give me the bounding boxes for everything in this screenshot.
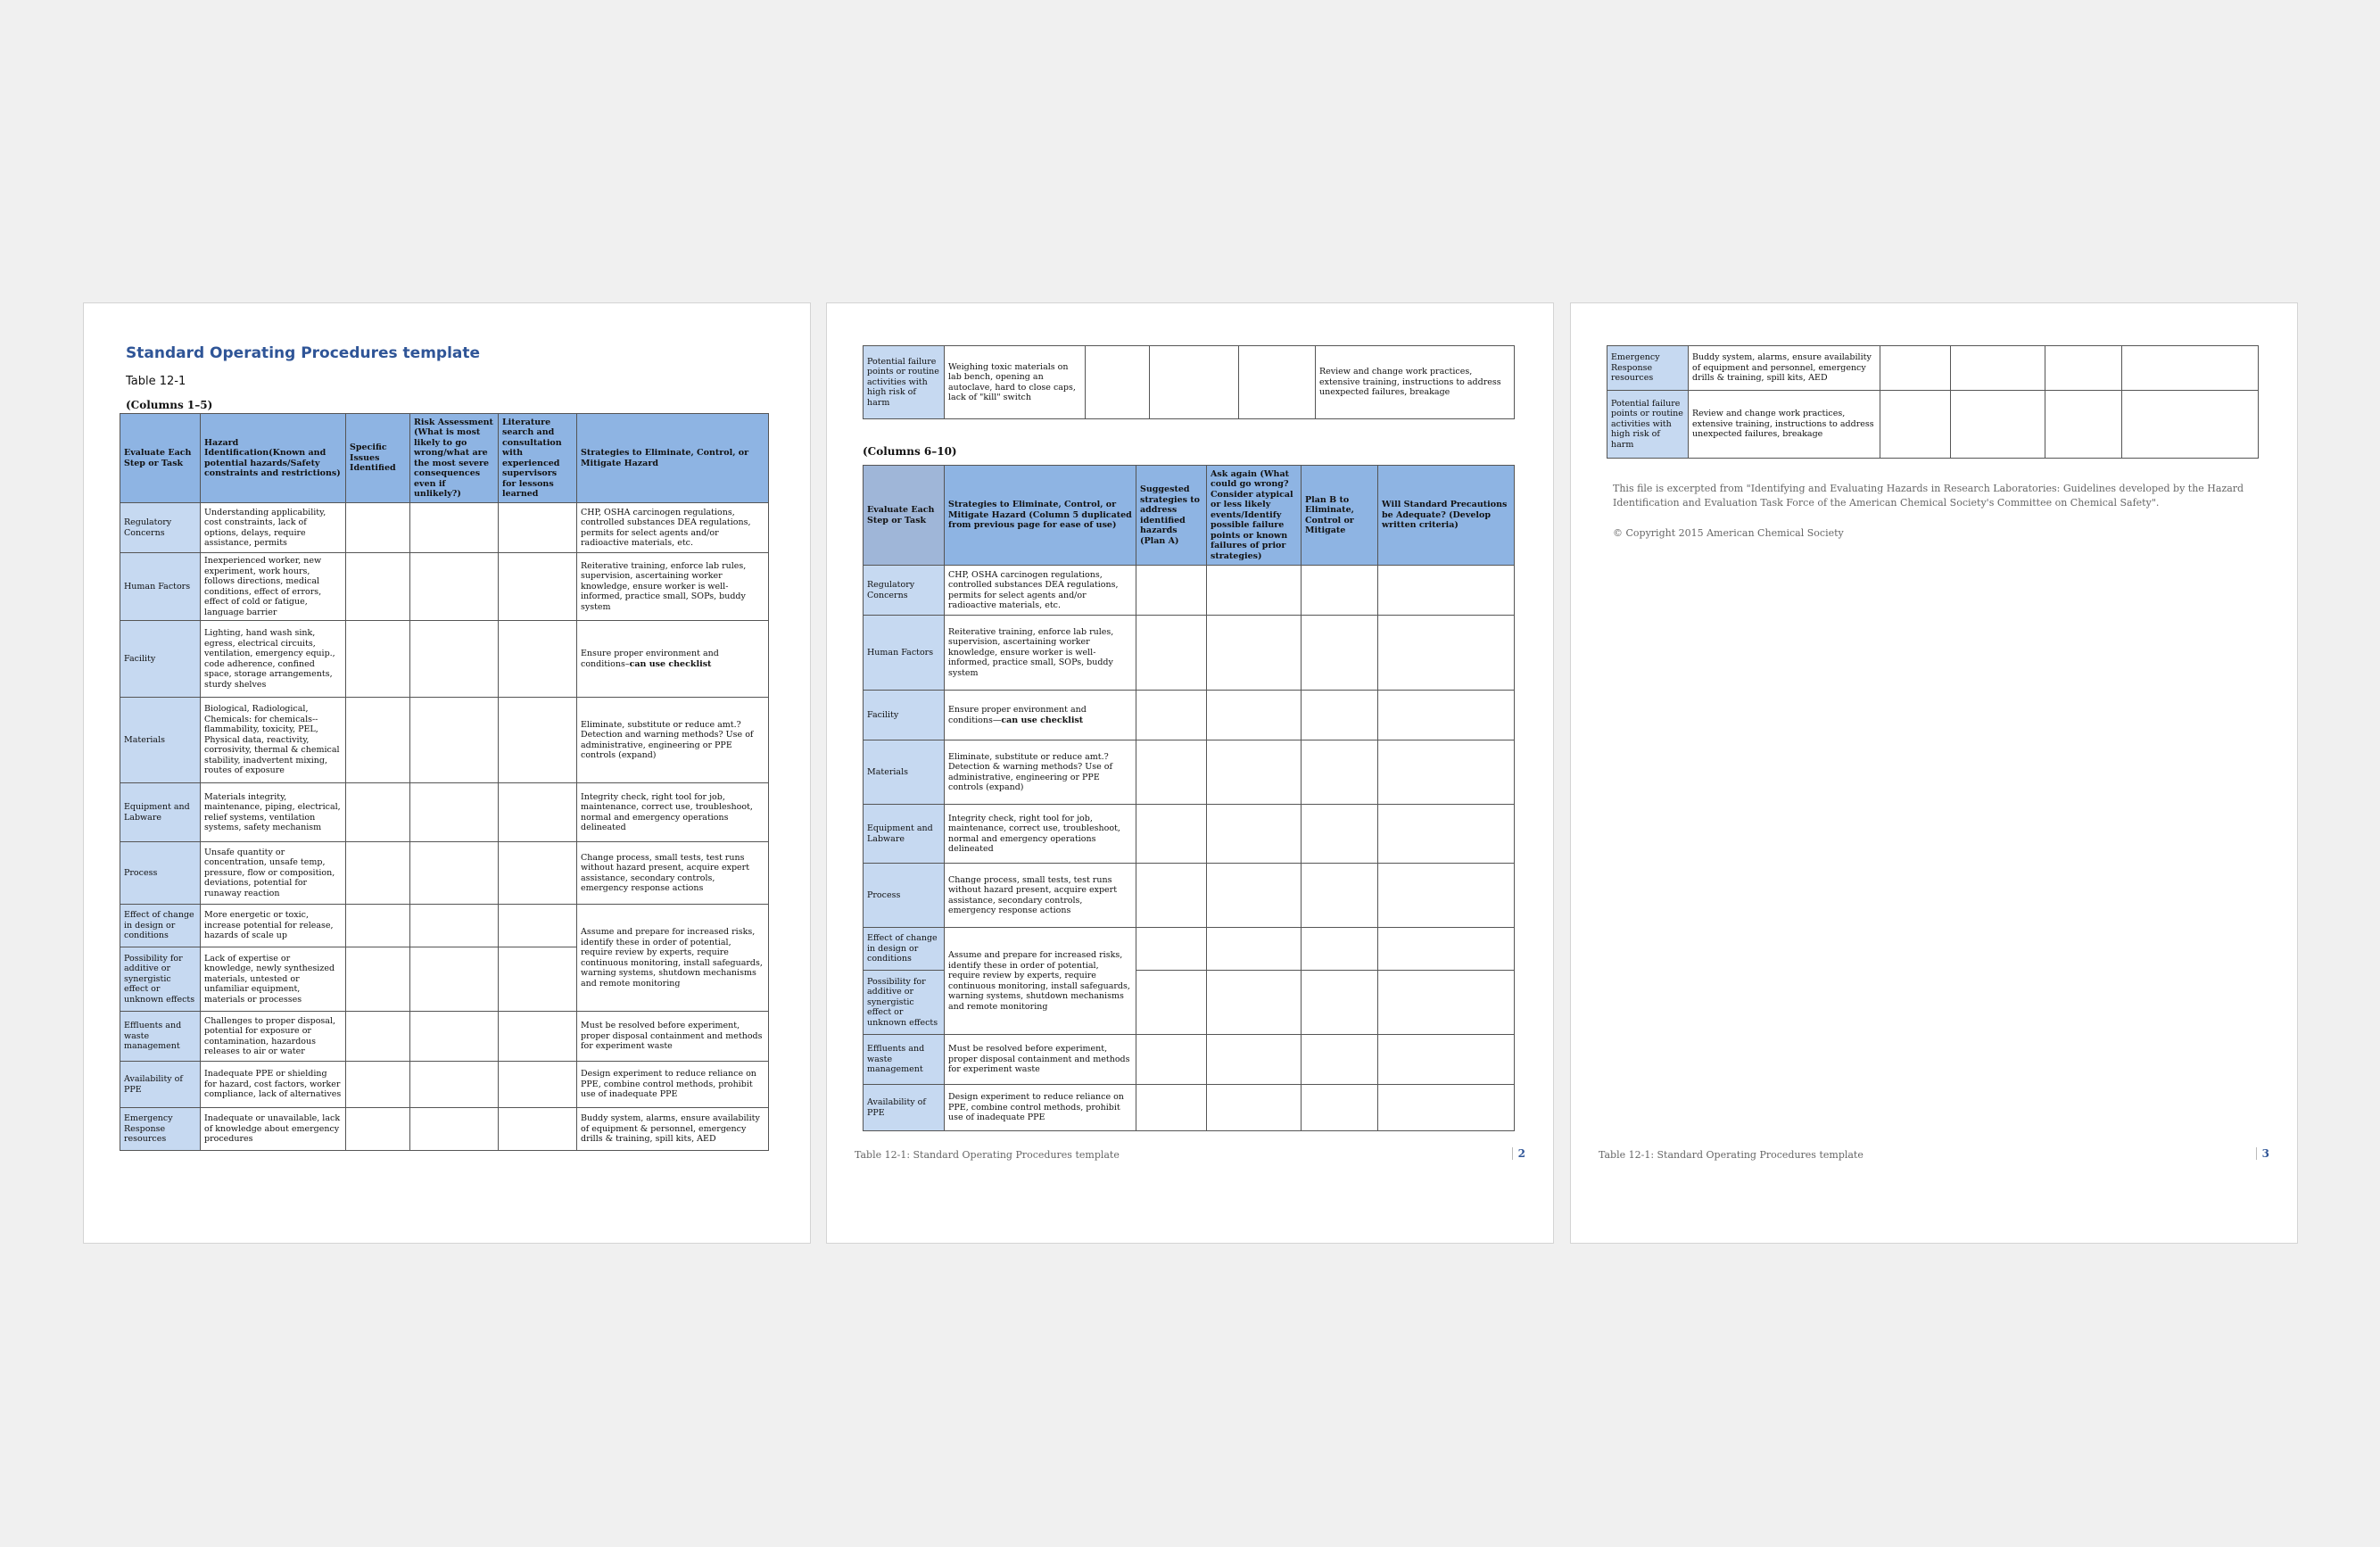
empty-cell [1136, 1085, 1207, 1131]
empty-cell [1207, 691, 1302, 740]
empty-cell [410, 553, 499, 621]
empty-cell [1136, 1035, 1207, 1085]
step-cell: Materials [120, 698, 201, 783]
hazard-cell: Inadequate PPE or shielding for hazard, cost factors, worker compliance, lack of alternatives [201, 1062, 346, 1108]
step-cell: Regulatory Concerns [120, 503, 201, 553]
empty-cell [2122, 346, 2259, 391]
empty-cell [346, 1062, 410, 1108]
table-row [120, 503, 769, 553]
strategy-cell: Eliminate, substitute or reduce amt.? Detection & warning methods? Use of administrative, engineering or PPE controls (expand) [945, 740, 1136, 805]
columns-label: (Columns 6–10) [863, 445, 957, 458]
empty-cell [346, 503, 410, 553]
empty-cell [1951, 346, 2045, 391]
table-row [864, 1035, 1515, 1085]
header-cell: Specific Issues Identified [346, 414, 410, 503]
table-row [1607, 346, 2259, 391]
empty-cell [1150, 346, 1239, 419]
step-cell: Human Factors [864, 616, 945, 691]
table-header-row [120, 414, 769, 503]
empty-cell [1302, 740, 1378, 805]
columns-label: (Columns 1–5) [126, 399, 213, 411]
table-row [864, 805, 1515, 864]
empty-cell [1207, 1035, 1302, 1085]
empty-cell [1302, 566, 1378, 616]
empty-cell [499, 783, 577, 842]
strategy-cell: Assume and prepare for increased risks, identify these in order of potential, require review by experts, require continuous monitoring, install safeguards, warning systems, shutdown mechanisms and remote monitoring [577, 905, 769, 1012]
empty-cell [1086, 346, 1150, 419]
strategy-cell: Change process, small tests, test runs without hazard present, acquire expert assistance, secondary controls, emergency response actions [945, 864, 1136, 928]
strategy-cell: Buddy system, alarms, ensure availability of equipment & personnel, emergency drills & training, spill kits, AED [577, 1108, 769, 1151]
empty-cell [410, 947, 499, 1012]
empty-cell [1136, 566, 1207, 616]
hazard-cell: Weighing toxic materials on lab bench, opening an autoclave, hard to close caps, lack of "kill" switch [945, 346, 1086, 419]
empty-cell [410, 1108, 499, 1151]
empty-cell [1302, 971, 1378, 1035]
table-row [864, 616, 1515, 691]
empty-cell [1207, 805, 1302, 864]
empty-cell [410, 503, 499, 553]
strategy-text: Ensure proper environment and conditions– [581, 649, 719, 669]
step-cell: Potential failure points or routine activities with high risk of harm [864, 346, 945, 419]
empty-cell [1136, 864, 1207, 928]
header-cell: Strategies to Eliminate, Control, or Mitigate Hazard [577, 414, 769, 503]
hazard-cell: Unsafe quantity or concentration, unsafe temp, pressure, flow or composition, deviations, potential for runaway reaction [201, 842, 346, 905]
strategy-cell: Must be resolved before experiment, proper disposal containment and methods for experiment waste [945, 1035, 1136, 1085]
empty-cell [1378, 566, 1515, 616]
hazard-cell: Biological, Radiological, Chemicals: for chemicals--flammability, toxicity, PEL, Physical data, reactivity, corrosivity, thermal & chemical stability, inadvertent mixing, routes of exposure [201, 698, 346, 783]
table-row [864, 928, 1515, 971]
strategy-cell: Must be resolved before experiment, proper disposal containment and methods for experiment waste [577, 1012, 769, 1062]
document-page-2 [826, 302, 1554, 1244]
empty-cell [1207, 1085, 1302, 1131]
table-row [120, 621, 769, 698]
continued-table-top [863, 345, 1515, 419]
header-cell: Evaluate Each Step or Task [120, 414, 201, 503]
step-cell: Human Factors [120, 553, 201, 621]
table-row [120, 553, 769, 621]
empty-cell [1378, 1085, 1515, 1131]
empty-cell [1136, 691, 1207, 740]
table-row [120, 842, 769, 905]
strategy-cell: CHP, OSHA carcinogen regulations, controlled substances DEA regulations, permits for select agents and/or radioactive materials, etc. [577, 503, 769, 553]
empty-cell [346, 698, 410, 783]
empty-cell [1302, 1035, 1378, 1085]
strategy-cell: Design experiment to reduce reliance on PPE, combine control methods, prohibit use of inadequate PPE [945, 1085, 1136, 1131]
strategy-cell: Review and change work practices, extensive training, instructions to address unexpected failures, breakage [1689, 391, 1880, 459]
hazard-cell: Materials integrity, maintenance, piping, electrical, relief systems, ventilation systems, safety mechanism [201, 783, 346, 842]
step-cell: Materials [864, 740, 945, 805]
empty-cell [410, 783, 499, 842]
empty-cell [499, 947, 577, 1012]
empty-cell [1302, 616, 1378, 691]
empty-cell [1207, 616, 1302, 691]
empty-cell [346, 553, 410, 621]
header-cell: Strategies to Eliminate, Control, or Mitigate Hazard (Column 5 duplicated from previous page for ease of use) [945, 466, 1136, 566]
document-page-3 [1570, 302, 2298, 1244]
hazard-cell: Understanding applicability, cost constraints, lack of options, delays, require assistance, permits [201, 503, 346, 553]
checklist-emphasis: can use checklist [1001, 715, 1084, 725]
continued-table-end [1607, 345, 2259, 459]
table-row [120, 905, 769, 947]
strategy-cell [945, 691, 1136, 740]
empty-cell [1951, 391, 2045, 459]
empty-cell [410, 1012, 499, 1062]
page-number: 3 [2256, 1147, 2269, 1160]
hazard-cell: Inadequate or unavailable, lack of knowledge about emergency procedures [201, 1108, 346, 1151]
empty-cell [1378, 740, 1515, 805]
hazard-cell: Inexperienced worker, new experiment, work hours, follows directions, medical conditions, effect of errors, effect of cold or fatigue, language barrier [201, 553, 346, 621]
empty-cell [1880, 391, 1951, 459]
table-number: Table 12-1 [126, 375, 186, 388]
empty-cell [1207, 971, 1302, 1035]
page-footer: Table 12-1: Standard Operating Procedures template [1599, 1149, 1864, 1161]
header-cell: Plan B to Eliminate, Control or Mitigate [1302, 466, 1378, 566]
strategy-text: Ensure proper environment and conditions— [948, 705, 1087, 725]
copyright-note: © Copyright 2015 American Chemical Society [1613, 527, 1844, 539]
empty-cell [1302, 691, 1378, 740]
empty-cell [1378, 805, 1515, 864]
empty-cell [499, 905, 577, 947]
table-row [864, 1085, 1515, 1131]
empty-cell [1207, 566, 1302, 616]
table-row [864, 691, 1515, 740]
empty-cell [1207, 740, 1302, 805]
step-cell: Equipment and Labware [120, 783, 201, 842]
empty-cell [346, 621, 410, 698]
empty-cell [1207, 928, 1302, 971]
empty-cell [499, 621, 577, 698]
empty-cell [499, 1108, 577, 1151]
step-cell: Emergency Response resources [1607, 346, 1689, 391]
header-cell: Suggested strategies to address identified hazards (Plan A) [1136, 466, 1207, 566]
hazard-cell: Lack of expertise or knowledge, newly synthesized materials, untested or unfamiliar equipment, materials or processes [201, 947, 346, 1012]
strategy-cell: Review and change work practices, extensive training, instructions to address unexpected failures, breakage [1316, 346, 1515, 419]
strategy-cell: CHP, OSHA carcinogen regulations, controlled substances DEA regulations, permits for select agents and/or radioactive materials, etc. [945, 566, 1136, 616]
empty-cell [2045, 346, 2122, 391]
page-footer: Table 12-1: Standard Operating Procedures template [855, 1149, 1120, 1161]
empty-cell [346, 1108, 410, 1151]
empty-cell [1302, 864, 1378, 928]
step-cell: Equipment and Labware [864, 805, 945, 864]
source-note: This file is excerpted from "Identifying and Evaluating Hazards in Research Laboratories: Guidelines developed by the Hazard Identification and Evaluation Task Force of the American Chemical Society's Committee on Chemical Safety". [1613, 483, 2244, 509]
empty-cell [410, 905, 499, 947]
empty-cell [499, 1012, 577, 1062]
strategy-cell: Buddy system, alarms, ensure availability of equipment and personnel, emergency drills & training, spill kits, AED [1689, 346, 1880, 391]
empty-cell [2122, 391, 2259, 459]
table-row [120, 1012, 769, 1062]
table-row [864, 740, 1515, 805]
empty-cell [1207, 864, 1302, 928]
step-cell: Possibility for additive or synergistic effect or unknown effects [120, 947, 201, 1012]
empty-cell [1302, 805, 1378, 864]
empty-cell [499, 1062, 577, 1108]
document-page-1 [83, 302, 811, 1244]
empty-cell [1302, 1085, 1378, 1131]
empty-cell [1378, 864, 1515, 928]
empty-cell [1378, 691, 1515, 740]
header-cell: Ask again (What could go wrong? Consider atypical or less likely events/Identify possible failure points or known failures of prior strategies) [1207, 466, 1302, 566]
empty-cell [1136, 740, 1207, 805]
hazard-cell: Challenges to proper disposal, potential for exposure or contamination, hazardous releases to air or water [201, 1012, 346, 1062]
step-cell: Facility [120, 621, 201, 698]
empty-cell [499, 503, 577, 553]
page-number: 2 [1512, 1147, 1525, 1160]
empty-cell [410, 1062, 499, 1108]
step-cell: Effect of change in design or conditions [864, 928, 945, 971]
empty-cell [346, 1012, 410, 1062]
empty-cell [1880, 346, 1951, 391]
table-row [864, 346, 1515, 419]
table-row [120, 783, 769, 842]
table-row [120, 1108, 769, 1151]
header-cell: Risk Assessment (What is most likely to go wrong/what are the most severe consequences even if unlikely?) [410, 414, 499, 503]
empty-cell [1302, 928, 1378, 971]
strategy-cell: Reiterative training, enforce lab rules, supervision, ascertaining worker knowledge, ensure worker is well-informed, practice small, SOPs, buddy system [945, 616, 1136, 691]
table-row [120, 698, 769, 783]
step-cell: Process [120, 842, 201, 905]
empty-cell [1378, 928, 1515, 971]
strategy-cell: Eliminate, substitute or reduce amt.? Detection and warning methods? Use of administrative, engineering or PPE controls (expand) [577, 698, 769, 783]
step-cell: Effect of change in design or conditions [120, 905, 201, 947]
empty-cell [1136, 616, 1207, 691]
step-cell: Facility [864, 691, 945, 740]
hazard-table-columns-6-10 [863, 465, 1515, 1131]
step-cell: Availability of PPE [120, 1062, 201, 1108]
strategy-cell: Reiterative training, enforce lab rules, supervision, ascertaining worker knowledge, ensure worker is well-informed, practice small, SOPs, buddy system [577, 553, 769, 621]
hazard-table-columns-1-5 [120, 413, 769, 1151]
strategy-cell: Integrity check, right tool for job, maintenance, correct use, troubleshoot, normal and emergency operations delineated [577, 783, 769, 842]
empty-cell [499, 698, 577, 783]
step-cell: Emergency Response resources [120, 1108, 201, 1151]
step-cell: Availability of PPE [864, 1085, 945, 1131]
step-cell: Effluents and waste management [864, 1035, 945, 1085]
table-row [864, 864, 1515, 928]
empty-cell [2045, 391, 2122, 459]
step-cell: Process [864, 864, 945, 928]
empty-cell [410, 621, 499, 698]
empty-cell [499, 553, 577, 621]
empty-cell [1136, 805, 1207, 864]
empty-cell [1136, 928, 1207, 971]
hazard-cell: Lighting, hand wash sink, egress, electrical circuits, ventilation, emergency equip., code adherence, confined space, storage arrangements, sturdy shelves [201, 621, 346, 698]
strategy-cell: Change process, small tests, test runs without hazard present, acquire expert assistance, secondary controls, emergency response actions [577, 842, 769, 905]
header-cell: Will Standard Precautions be Adequate? (Develop written criteria) [1378, 466, 1515, 566]
strategy-cell: Integrity check, right tool for job, maintenance, correct use, troubleshoot, normal and emergency operations delineated [945, 805, 1136, 864]
strategy-cell [577, 621, 769, 698]
header-cell: Evaluate Each Step or Task [864, 466, 945, 566]
step-cell: Possibility for additive or synergistic effect or unknown effects [864, 971, 945, 1035]
step-cell: Potential failure points or routine activities with high risk of harm [1607, 391, 1689, 459]
checklist-emphasis: can use checklist [629, 658, 712, 669]
hazard-cell: More energetic or toxic, increase potential for release, hazards of scale up [201, 905, 346, 947]
table-row [864, 566, 1515, 616]
strategy-cell: Assume and prepare for increased risks, identify these in order of potential, require review by experts, require continuous monitoring, install safeguards, warning systems, shutdown mechanisms and remote monitoring [945, 928, 1136, 1035]
empty-cell [1378, 1035, 1515, 1085]
empty-cell [346, 905, 410, 947]
empty-cell [410, 698, 499, 783]
empty-cell [1239, 346, 1316, 419]
empty-cell [410, 842, 499, 905]
empty-cell [1136, 971, 1207, 1035]
empty-cell [346, 947, 410, 1012]
table-header-row [864, 466, 1515, 566]
table-row [120, 1062, 769, 1108]
empty-cell [346, 842, 410, 905]
empty-cell [1378, 616, 1515, 691]
strategy-cell: Design experiment to reduce reliance on PPE, combine control methods, prohibit use of inadequate PPE [577, 1062, 769, 1108]
empty-cell [499, 842, 577, 905]
step-cell: Regulatory Concerns [864, 566, 945, 616]
document-title: Standard Operating Procedures template [126, 344, 481, 362]
header-cell: Literature search and consultation with experienced supervisors for lessons learned [499, 414, 577, 503]
empty-cell [1378, 971, 1515, 1035]
step-cell: Effluents and waste management [120, 1012, 201, 1062]
empty-cell [346, 783, 410, 842]
header-cell: Hazard Identification(Known and potential hazards/Safety constraints and restrictions) [201, 414, 346, 503]
table-row [1607, 391, 2259, 459]
